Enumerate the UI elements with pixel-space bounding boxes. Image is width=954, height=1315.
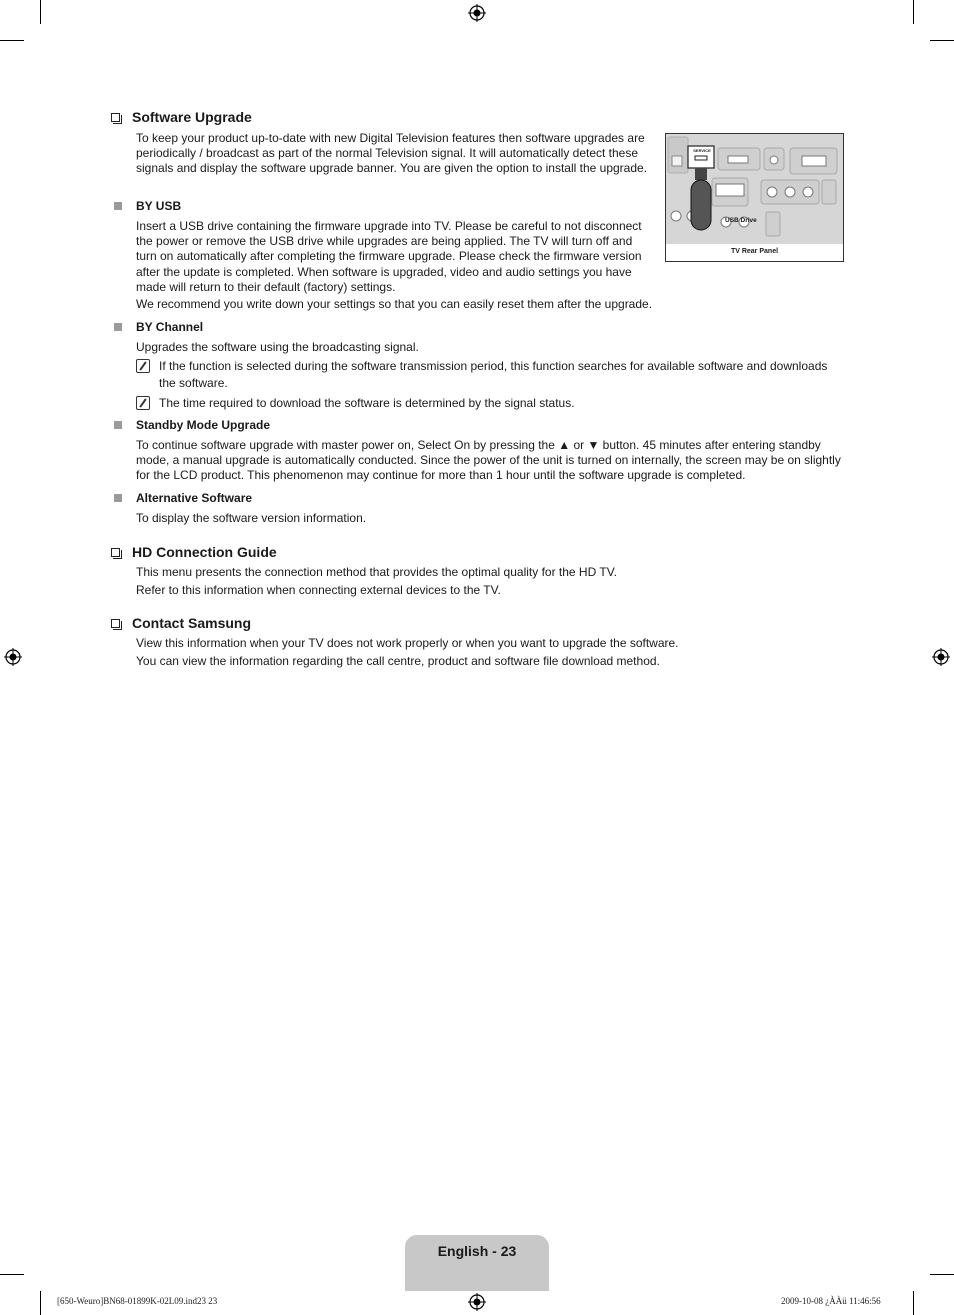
usb-drive-label: USB Drive [725,217,757,224]
note-item [136,358,844,392]
section-heading-contact-samsung [111,615,251,631]
crop-mark [930,1274,954,1275]
square-bullet-icon [114,494,122,502]
subheading-title: Alternative Software [136,491,253,505]
checkbox-bullet-icon [111,113,120,122]
subheading-title: BY Channel [136,320,204,334]
crop-mark [913,1291,914,1315]
registration-mark-icon [468,1293,486,1311]
section-heading-software-upgrade [111,109,252,125]
crop-mark [0,40,24,41]
subheading-standby-mode-upgrade [114,418,270,432]
registration-mark-icon [4,648,22,666]
service-port-label: SERVICE [693,148,711,153]
note-text: If the function is selected during the software transmission period, this function searches for available software and downloads the software. [159,359,828,390]
registration-mark-icon [932,648,950,666]
note-icon [136,359,150,373]
contact-line-2: You can view the information regarding the call centre, product and software file download method. [136,654,660,668]
standby-text: To continue software upgrade with master power on, Select On by pressing the ▲ or ▼ button. 45 minutes after entering standby mode, a manual upgrade is automatically conducted. Since the power of the unit is turned on internally, the screen may be on slightly for the LCD product. This phenomenon may continue for more than 1 hour until the software upgrade is completed. [136,438,841,483]
square-bullet-icon [114,202,122,210]
crop-mark [0,1274,24,1275]
by-usb-text: Insert a USB drive containing the firmware upgrade into TV. Please be careful to not disconnect the power or remove the USB drive while upgrades are being applied. The TV will turn off and turn on automatically after completing the firmware upgrade. Please check the firmware version after the update is completed. When software is upgraded, video and audio settings you have made will return to their default (factory) settings. [136,219,642,294]
square-bullet-icon [114,323,122,331]
checkbox-bullet-icon [111,619,120,628]
crop-mark [40,1291,41,1315]
figure-caption: TV Rear Panel [730,248,779,255]
section-heading-hd-connection-guide [111,544,277,560]
tv-rear-panel-figure [665,133,844,262]
registration-mark-icon [468,4,486,22]
subheading-by-channel [114,320,203,334]
hd-guide-line-1: This menu presents the connection method that provides the optimal quality for the HD TV. [136,565,617,579]
subheading-by-usb [114,199,181,213]
note-text: The time required to download the software is determined by the signal status. [159,396,575,410]
subheading-title: BY USB [136,199,182,213]
page-number: English - 23 [437,1243,517,1259]
note-icon [136,396,150,410]
crop-mark [40,0,41,24]
hd-guide-line-2: Refer to this information when connecting external devices to the TV. [136,583,501,597]
by-channel-text: Upgrades the software using the broadcasting signal. [136,340,419,354]
note-item [136,395,844,412]
print-slug-left: [650-Weuro]BN68-01899K-02L09.ind23 23 [57,1296,218,1306]
software-upgrade-intro: To keep your product up-to-date with new Digital Television features then software upgrades are periodically / broadcast as part of the normal Television signal. It will automatically detect these signals and display the software upgrade banner. You are given the option to install the upgrade. [136,131,648,176]
page-number-tab [405,1235,549,1291]
section-title: Software Upgrade [132,109,252,125]
crop-mark [930,40,954,41]
section-title: HD Connection Guide [132,544,277,560]
alternative-text: To display the software version information. [136,511,367,525]
by-usb-recommend: We recommend you write down your settings so that you can easily reset them after the upgrade. [136,297,653,311]
crop-mark [913,0,914,24]
tv-rear-panel-illustration [666,134,843,244]
section-title: Contact Samsung [132,615,252,631]
subheading-alternative-software [114,491,252,505]
square-bullet-icon [114,421,122,429]
checkbox-bullet-icon [111,548,120,557]
contact-line-1: View this information when your TV does not work properly or when you want to upgrade the software. [136,636,679,650]
subheading-title: Standby Mode Upgrade [136,418,271,432]
print-slug-right: 2009-10-08 ¿ÀÀü 11:46:56 [781,1296,881,1306]
